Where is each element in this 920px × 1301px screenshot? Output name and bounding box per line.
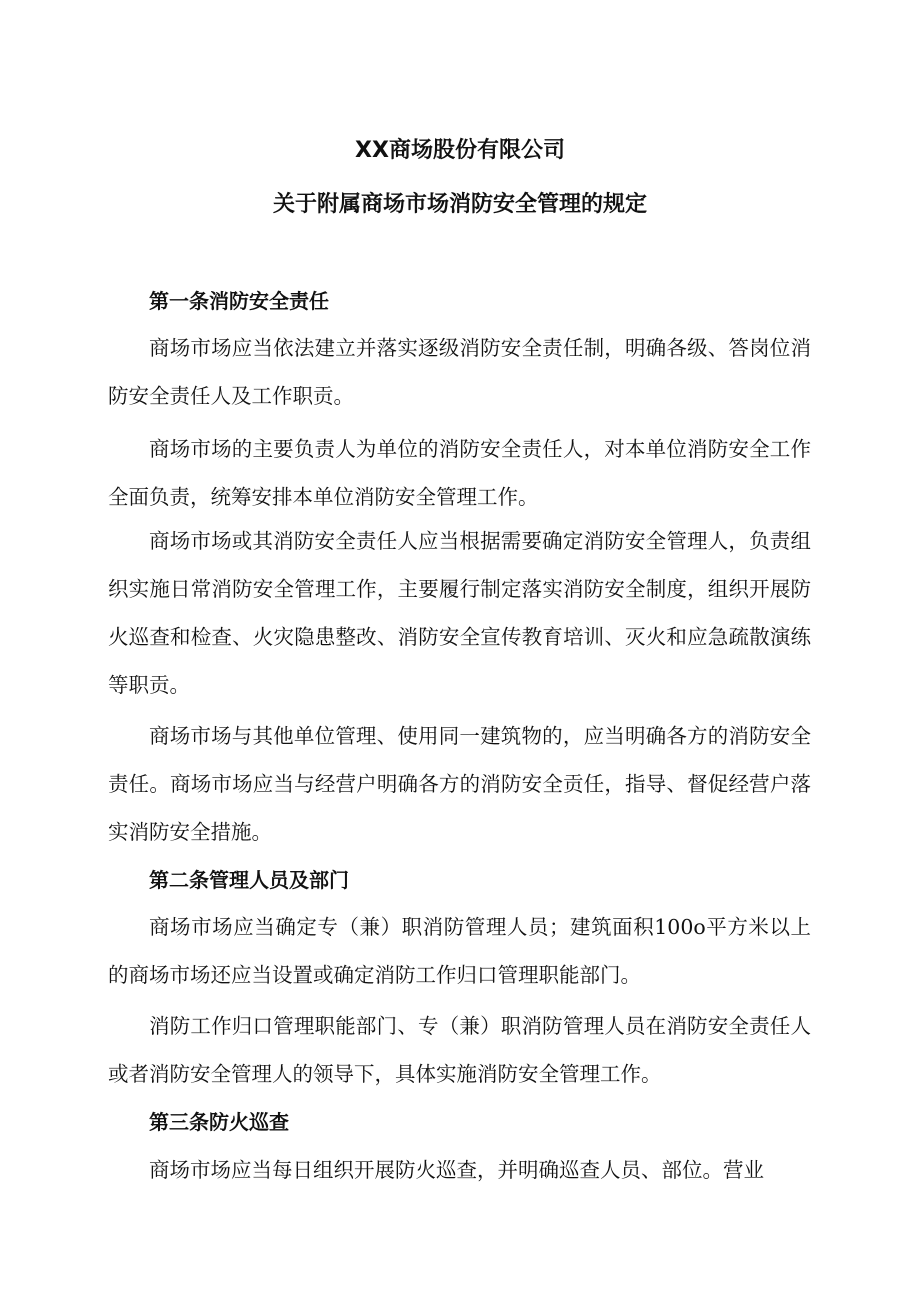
article-3-paragraph-1: 商场市场应当每日组织开展防火巡查，并明确巡查人员、部位。营业 (149, 1158, 764, 1182)
article-2-heading: 第二条管理人员及部门 (149, 868, 349, 892)
article-1-paragraph-3: 商场市场或其消防安全责任人应当根据需要确定消防安全管理人，负责组织实施日常消防安全管理工作，主要履行制定落实消防安全制度，组织开展防火巡查和检查、火灾隐患整改、消防安全宣传教育培训、灭火和应急疏散演练等职贡。 (108, 529, 811, 697)
article-1-paragraph-4: 商场市场与其他单位管理、使用同一建筑物的，应当明确各方的消防安全责任。商场市场应当与经营户明确各方的消防安全贡任，指导、督促经营户落实消防安全措施。 (108, 724, 811, 844)
article-3-heading: 第三条防火巡查 (149, 1110, 289, 1134)
article-1-paragraph-1: 商场市场应当依法建立并落实逐级消防安全责任制，明确各级、答岗位消防安全责任人及工作职贡。 (108, 336, 811, 408)
article-2-paragraph-2: 消防工作归口管理职能部门、专（兼）职消防管理人员在消防安全责任人或者消防安全管理人的领导下，具体实施消防安全管理工作。 (108, 1014, 811, 1086)
article-2-paragraph-1: 商场市场应当确定专（兼）职消防管理人员；建筑面积100o平方米以上的商场市场还应当设置或确定消防工作归口管理职能部门。 (108, 915, 811, 987)
article-1-heading: 第一条消防安全责任 (149, 289, 329, 313)
article-1-paragraph-2: 商场市场的主要负责人为单位的消防安全责任人，对本单位消防安全工作全面负责，统筹安排本单位消防安全管理工作。 (108, 437, 811, 509)
document-title: 关于附属商场市场消防安全管理的规定 (272, 192, 647, 217)
company-name: XX商场股份有限公司 (355, 138, 565, 163)
